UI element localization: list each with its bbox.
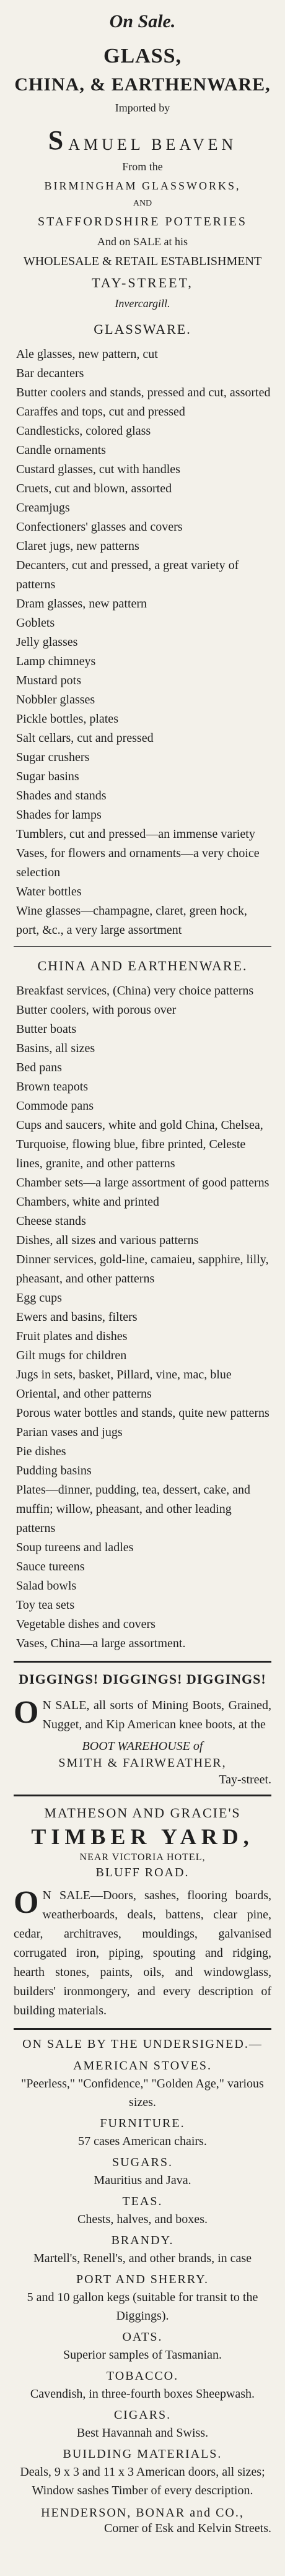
china-item: Cheese stands	[16, 1214, 86, 1228]
and-text: AND	[133, 199, 152, 208]
category-name: FURNITURE.	[100, 2117, 185, 2130]
china-title: CHINA AND EARTHENWARE.	[37, 958, 248, 973]
category-name: CIGARS.	[113, 2408, 172, 2422]
category-description: Cavendish, in three-fourth boxes Sheepwash.	[30, 2387, 255, 2401]
henderson-bonar: HENDERSON, BONAR and CO.,	[41, 2506, 244, 2520]
glassware-item: Creamjugs	[16, 501, 70, 515]
glassware-item: Candlesticks, colored glass	[16, 424, 151, 438]
category-description: 57 cases American chairs.	[78, 2134, 207, 2148]
divider	[14, 1661, 271, 1663]
invercargill: Invercargill.	[115, 297, 170, 310]
china-item: Dishes, all sizes and various patterns	[16, 1234, 199, 1247]
china-item: Basins, all sizes	[16, 1042, 95, 1055]
category-name: AMERICAN STOVES.	[73, 2059, 212, 2073]
china-item: Dinner services, gold-line, camaieu, sapphire, lilly, pheasant, and other patterns	[16, 1253, 269, 1286]
glassware-item: Bar decanters	[16, 367, 84, 380]
merchant-initial: S	[48, 125, 64, 155]
on-sale-heading: On Sale.	[109, 11, 176, 32]
china-item: Sauce tureens	[16, 1560, 85, 1573]
diggings-ad	[14, 1696, 271, 1734]
category-description: "Peerless," "Confidence," "Golden Age," various sizes.	[21, 2077, 264, 2109]
imported-by: Imported by	[115, 102, 170, 114]
glassware-item: Custard glasses, cut with handles	[16, 463, 180, 476]
product-categories	[14, 2059, 271, 2500]
bluff-road: BLUFF ROAD.	[95, 1866, 190, 1879]
china-item: Vases, China—a large assortment.	[16, 1637, 186, 1650]
on-sale-at: And on SALE at his	[97, 235, 188, 248]
glassware-item: Butter coolers and stands, pressed and cut, assorted	[16, 386, 271, 399]
glassware-title: GLASSWARE.	[94, 321, 191, 337]
china-item: Commode pans	[16, 1099, 94, 1113]
china-list	[14, 981, 271, 1653]
china-item: Jugs in sets, basket, Pillard, vine, mac, blue Oriental, and other patterns	[16, 1368, 232, 1401]
boot-warehouse: BOOT WAREHOUSE of	[82, 1739, 203, 1753]
glassware-item: Claret jugs, new patterns	[16, 539, 139, 553]
china-item: Egg cups	[16, 1291, 62, 1305]
tay-street: TAY-STREET,	[92, 275, 193, 290]
china-item: Fruit plates and dishes	[16, 1329, 128, 1343]
glassware-item: Tumblers, cut and pressed—an immense variety	[16, 827, 255, 841]
smith-fairweather: SMITH & FAIRWEATHER,	[58, 1756, 227, 1770]
dropcap: O	[14, 1885, 39, 1920]
divider	[14, 946, 271, 947]
category-description: Mauritius and Java.	[94, 2174, 191, 2187]
china-item: Cups and saucers, white and gold China, Chelsea, Turquoise, flowing blue, fibre printed, Celeste lines, granite, and other patterns	[16, 1118, 263, 1170]
glassware-item: Dram glasses, new pattern	[16, 597, 147, 611]
category-description: Best Havannah and Swiss.	[76, 2426, 209, 2440]
glassware-item: Cruets, cut and blown, assorted	[16, 482, 172, 495]
china-item: Pudding basins	[16, 1464, 92, 1477]
glassware-item: Decanters, cut and pressed, a great variety of patterns	[16, 559, 239, 591]
glassware-item: Pickle bottles, plates	[16, 712, 118, 726]
china-item: Butter boats	[16, 1022, 77, 1036]
tay-street-signature: Tay-street.	[219, 1773, 271, 1786]
category-name: PORT AND SHERRY.	[76, 2273, 209, 2286]
glassware-item: Ale glasses, new pattern, cut	[16, 347, 158, 361]
near-victoria-hotel: NEAR VICTORIA HOTEL,	[79, 1852, 206, 1863]
glassware-item: Goblets	[16, 616, 55, 630]
glassware-list	[14, 345, 271, 940]
category-name: TEAS.	[122, 2195, 163, 2208]
dropcap: O	[14, 1695, 39, 1730]
china-item: Gilt mugs for children	[16, 1349, 127, 1362]
glassware-item: Shades and stands	[16, 789, 107, 803]
glassware-item: Nobbler glasses	[16, 693, 95, 707]
divider	[14, 1795, 271, 1796]
timber-yard-title: TIMBER YARD,	[31, 1824, 254, 1849]
glassware-item: Shades for lamps	[16, 808, 102, 822]
glassware-item: Vases, for flowers and ornaments—a very choice selection	[16, 846, 260, 879]
category-description: Deals, 9 x 3 and 11 x 3 American doors, all sizes; Window sashes Timber of every description.	[20, 2465, 265, 2497]
diggings-text: N SALE, all sorts of Mining Boots, Grained, Nugget, and Kip American knee boots, at the	[42, 1699, 271, 1731]
china-item: Porous water bottles and stands, quite new patterns	[16, 1406, 270, 1420]
china-item: Soup tureens and ladles	[16, 1541, 134, 1554]
wholesale-establishment: WHOLESALE & RETAIL ESTABLISHMENT	[23, 255, 262, 268]
corner-address: Corner of Esk and Kelvin Streets.	[104, 2522, 271, 2535]
diggings-title: DIGGINGS! DIGGINGS! DIGGINGS!	[19, 1671, 266, 1687]
category-description: Martell's, Renell's, and other brands, in case	[33, 2252, 252, 2265]
from-text: From the	[122, 160, 163, 173]
china-item: Butter coolers, with porous over	[16, 1003, 177, 1017]
headline-china: CHINA, & EARTHENWARE,	[14, 74, 271, 95]
glassware-item: Candle ornaments	[16, 443, 106, 457]
china-item: Brown teapots	[16, 1080, 89, 1094]
china-item: Chamber sets—a large assortment of good patterns	[16, 1176, 270, 1190]
china-item: Pie dishes	[16, 1445, 66, 1458]
china-item: Salad bowls	[16, 1579, 77, 1593]
category-name: OATS.	[122, 2330, 163, 2344]
birmingham-glassworks: BIRMINGHAM GLASSWORKS,	[44, 180, 241, 192]
china-item: Plates—dinner, pudding, tea, dessert, cake, and muffin; willow, pheasant, and other leading patterns	[16, 1483, 250, 1535]
merchant-name-rest: AMUEL BEAVEN	[68, 136, 237, 154]
category-name: TOBACCO.	[106, 2369, 179, 2383]
glassware-item: Wine glasses—champagne, claret, green hock, port, &c., a very large assortment	[16, 904, 247, 937]
category-description: 5 and 10 gallon kegs (suitable for transit to the Diggings).	[27, 2291, 258, 2323]
glassware-item: Mustard pots	[16, 674, 81, 687]
glassware-item: Sugar crushers	[16, 751, 90, 764]
glassware-item: Caraffes and tops, cut and pressed	[16, 405, 185, 419]
glassware-item: Salt cellars, cut and pressed	[16, 731, 154, 745]
glassware-item: Water bottles	[16, 885, 82, 899]
glassware-item: Confectioners' glasses and covers	[16, 520, 183, 534]
china-item: Vegetable dishes and covers	[16, 1617, 156, 1631]
glassware-item: Lamp chimneys	[16, 655, 96, 668]
staffordshire-potteries: STAFFORDSHIRE POTTERIES	[38, 215, 247, 228]
timber-ad	[14, 1886, 271, 2021]
china-item: Chambers, white and printed	[16, 1195, 160, 1209]
divider	[14, 2028, 271, 2030]
category-description: Chests, halves, and boxes.	[77, 2213, 208, 2226]
merchant-name	[14, 127, 271, 154]
category-name: BRANDY.	[111, 2234, 174, 2247]
china-item: Parian vases and jugs	[16, 1425, 123, 1439]
timber-text: N SALE—Doors, sashes, flooring boards, weatherboards, deals, battens, clear pine, cedar, architraves, mouldings, galvanised corrugated iron, piping, spouting and ridging, hearth stones, paints, oils, and windowglass, builders' ironmongery, and every description of building materials.	[14, 1889, 271, 2017]
category-description: Superior samples of Tasmanian.	[63, 2348, 222, 2362]
china-item: Toy tea sets	[16, 1598, 75, 1612]
china-item: Ewers and basins, filters	[16, 1310, 138, 1324]
china-item: Bed pans	[16, 1061, 62, 1074]
matheson-gracie: MATHESON AND GRACIE'S	[44, 1805, 241, 1821]
on-sale-undersigned: ON SALE BY THE UNDERSIGNED.—	[22, 2037, 263, 2051]
category-name: BUILDING MATERIALS.	[63, 2447, 222, 2461]
china-item: Breakfast services, (China) very choice patterns	[16, 984, 254, 998]
category-name: SUGARS.	[112, 2156, 173, 2169]
glassware-item: Sugar basins	[16, 770, 79, 783]
glassware-item: Jelly glasses	[16, 635, 78, 649]
headline-glass: GLASS,	[103, 45, 182, 67]
